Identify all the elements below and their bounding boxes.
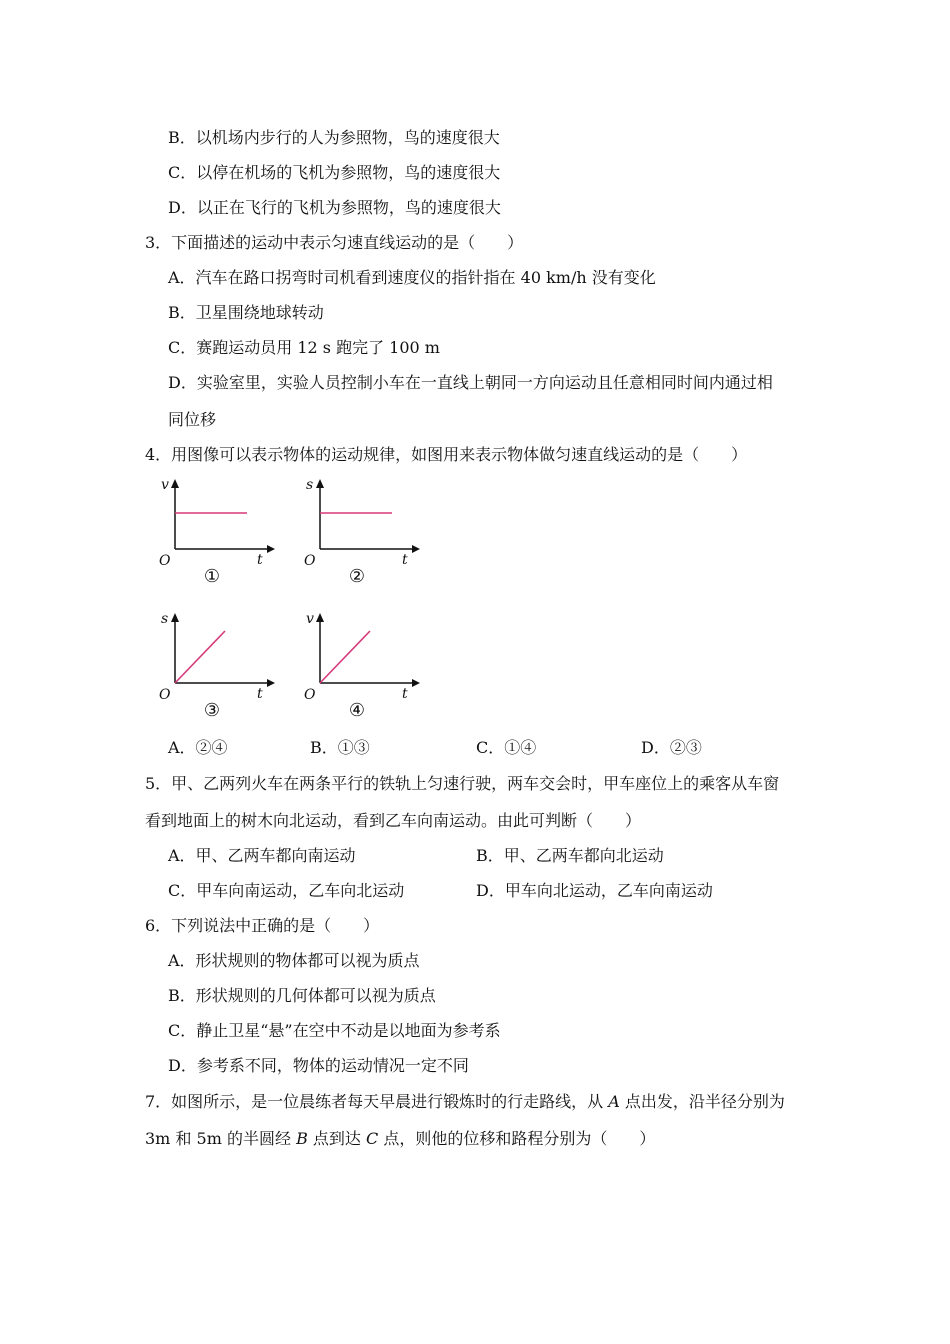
graph-3-ylabel: s — [161, 611, 169, 627]
graph-2-caption: ② — [348, 566, 366, 587]
q7-point-a: A — [608, 1092, 620, 1111]
q7-stem-part3: 3m 和 5m 的半圆经 — [145, 1129, 297, 1148]
graph-3 — [155, 608, 285, 728]
graph-1-origin: O — [159, 553, 171, 569]
q2-option-b: B．以机场内步行的人为参照物，鸟的速度很大 — [168, 128, 500, 147]
q4-option-a: A．②④ — [168, 738, 228, 757]
q6-option-a: A．形状规则的物体都可以视为质点 — [168, 951, 420, 970]
graph-3-caption: ③ — [203, 700, 221, 721]
graph-4-line — [320, 631, 370, 683]
graph-2-xlabel: t — [402, 552, 408, 568]
q4-option-b: B．①③ — [310, 738, 370, 757]
q4-stem: 4．用图像可以表示物体的运动规律，如图用来表示物体做匀速直线运动的是（ ） — [145, 445, 748, 464]
q6-option-d: D．参考系不同，物体的运动情况一定不同 — [168, 1056, 469, 1075]
q7-stem-line2 — [145, 1128, 655, 1150]
q5-option-d: D．甲车向北运动，乙车向南运动 — [476, 881, 713, 900]
q5-option-c: C．甲车向南运动，乙车向北运动 — [168, 881, 405, 900]
q5-option-a: A．甲、乙两车都向南运动 — [168, 846, 356, 865]
q2-option-d: D．以正在飞行的飞机为参照物，鸟的速度很大 — [168, 198, 501, 217]
q7-point-b: B — [296, 1129, 308, 1148]
graph-2 — [300, 474, 430, 594]
graph-1-xlabel: t — [257, 552, 263, 568]
graph-3-line — [175, 631, 225, 683]
q7-stem-line1 — [145, 1091, 785, 1113]
q6-option-c: C．静止卫星“悬”在空中不动是以地面为参考系 — [168, 1021, 501, 1040]
graph-4-ylabel: v — [306, 611, 314, 627]
q5-stem-line1: 5．甲、乙两列火车在两条平行的铁轨上匀速行驶，两车交会时，甲车座位上的乘客从车窗 — [145, 774, 780, 793]
q3-option-a: A．汽车在路口拐弯时司机看到速度仪的指针指在 40 km/h 没有变化 — [168, 268, 656, 287]
graph-1-ylabel: v — [161, 477, 169, 493]
graph-4-origin: O — [304, 687, 316, 703]
q6-option-b: B．形状规则的几何体都可以视为质点 — [168, 986, 436, 1005]
graph-2-origin: O — [304, 553, 316, 569]
q7-point-c: C — [366, 1129, 379, 1148]
q7-stem-part1: 7．如图所示，是一位晨练者每天早晨进行锻炼时的行走路线，从 — [145, 1092, 609, 1111]
q3-option-b: B．卫星围绕地球转动 — [168, 303, 324, 322]
graph-3-xlabel: t — [257, 686, 263, 702]
q3-option-d-line2: 同位移 — [168, 410, 217, 429]
graph-1-caption: ① — [203, 566, 221, 587]
q4-option-c: C．①④ — [476, 738, 537, 757]
q7-stem-part2: 点出发，沿半径分别为 — [619, 1092, 785, 1111]
q7-stem-part4: 点到达 — [307, 1129, 367, 1148]
graph-4 — [300, 608, 430, 728]
graph-4-xlabel: t — [402, 686, 408, 702]
q3-stem: 3．下面描述的运动中表示匀速直线运动的是（ ） — [145, 233, 524, 252]
q3-option-c: C．赛跑运动员用 12 s 跑完了 100 m — [168, 338, 440, 357]
q4-option-d: D．②③ — [641, 738, 702, 757]
graph-2-ylabel: s — [306, 477, 314, 493]
q7-stem-part5: 点，则他的位移和路程分别为（ ） — [378, 1129, 656, 1148]
q2-option-c: C．以停在机场的飞机为参照物，鸟的速度很大 — [168, 163, 501, 182]
graph-4-caption: ④ — [348, 700, 366, 721]
q6-stem: 6．下列说法中正确的是（ ） — [145, 916, 380, 935]
q5-stem-line2: 看到地面上的树木向北运动，看到乙车向南运动。由此可判断（ ） — [145, 811, 642, 830]
q3-option-d-line1: D．实验室里，实验人员控制小车在一直线上朝同一方向运动且任意相同时间内通过相 — [168, 373, 773, 392]
q5-option-b: B．甲、乙两车都向北运动 — [476, 846, 664, 865]
graph-1 — [155, 474, 285, 594]
graph-3-origin: O — [159, 687, 171, 703]
